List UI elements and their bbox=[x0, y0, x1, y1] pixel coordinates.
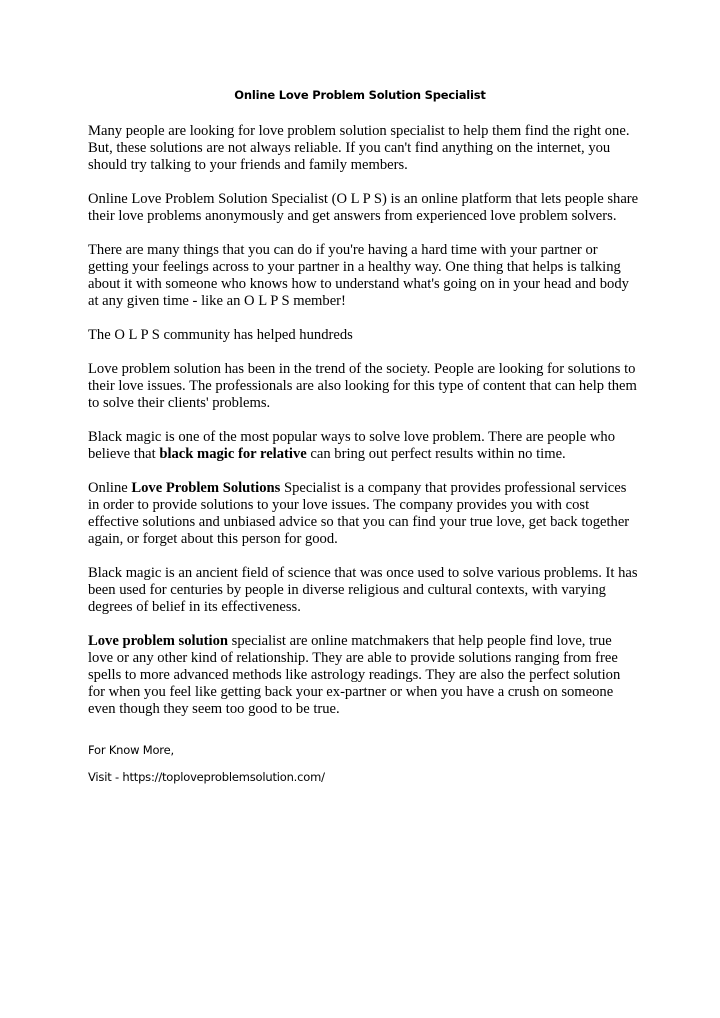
text-segment: specialist are online matchmakers that help people find love, true love or any other kind of relationship. They are able to provide solutions ranging from free spells to more advanced methods like astrology readings. They are also the perfect solution for when you feel like getting back your ex-partner or when you have a crush on someone even though they seem too good to be true. bbox=[88, 633, 621, 717]
paragraph bbox=[88, 361, 640, 412]
text-segment: Online bbox=[88, 480, 132, 496]
text-segment: There are many things that you can do if you're having a hard time with your partner or getting your feelings across to your partner in a healthy way. One thing that helps is talking about it with someone who knows how to understand what's going on in your head and body at any given time - like an O L P S member! bbox=[88, 242, 629, 309]
text-segment: Black magic is one of the most popular ways to solve love problem. There are people who believe that bbox=[88, 429, 615, 462]
paragraph bbox=[88, 191, 640, 225]
footer-more-text: For Know More, bbox=[88, 743, 174, 757]
bold-text[interactable]: black magic for relative bbox=[159, 446, 307, 462]
document-body bbox=[88, 123, 640, 735]
text-segment: Many people are looking for love problem solution specialist to help them find the right one. But, these solutions are not always reliable. If you can't find anything on the internet, you should try talking to your friends and family members. bbox=[88, 123, 630, 173]
text-segment: can bring out perfect results within no time. bbox=[306, 446, 566, 462]
paragraph bbox=[88, 429, 640, 463]
text-segment: The O L P S community has helped hundreds bbox=[88, 327, 353, 343]
paragraph bbox=[88, 123, 640, 174]
paragraph bbox=[88, 565, 640, 616]
paragraph bbox=[88, 327, 640, 344]
paragraph bbox=[88, 242, 640, 310]
text-segment: Specialist is a company that provides professional services in order to provide solutions to your love issues. The company provides you with cost effective solutions and unbiased advice so that you can find your true love, get back together again, or forget about this person for good. bbox=[88, 480, 630, 547]
bold-text[interactable]: Love problem solution bbox=[88, 633, 229, 649]
footer-visit-link[interactable]: Visit - https://toploveproblemsolution.com/ bbox=[88, 770, 325, 784]
paragraph bbox=[88, 480, 640, 548]
text-segment: Online Love Problem Solution Specialist (O L P S) is an online platform that lets people share their love problems anonymously and get answers from experienced love problem solvers. bbox=[88, 191, 639, 224]
text-segment: Black magic is an ancient field of science that was once used to solve various problems. It has been used for centuries by people in diverse religious and cultural contexts, with varying degrees of belief in its effectiveness. bbox=[88, 565, 638, 615]
text-segment: Love problem solution has been in the trend of the society. People are looking for solutions to their love issues. The professionals are also looking for this type of content that can help them to solve their clients' problems. bbox=[88, 361, 637, 411]
page-title: Online Love Problem Solution Specialist bbox=[234, 88, 486, 102]
paragraph bbox=[88, 633, 640, 718]
bold-text[interactable]: Love Problem Solutions bbox=[131, 480, 281, 496]
